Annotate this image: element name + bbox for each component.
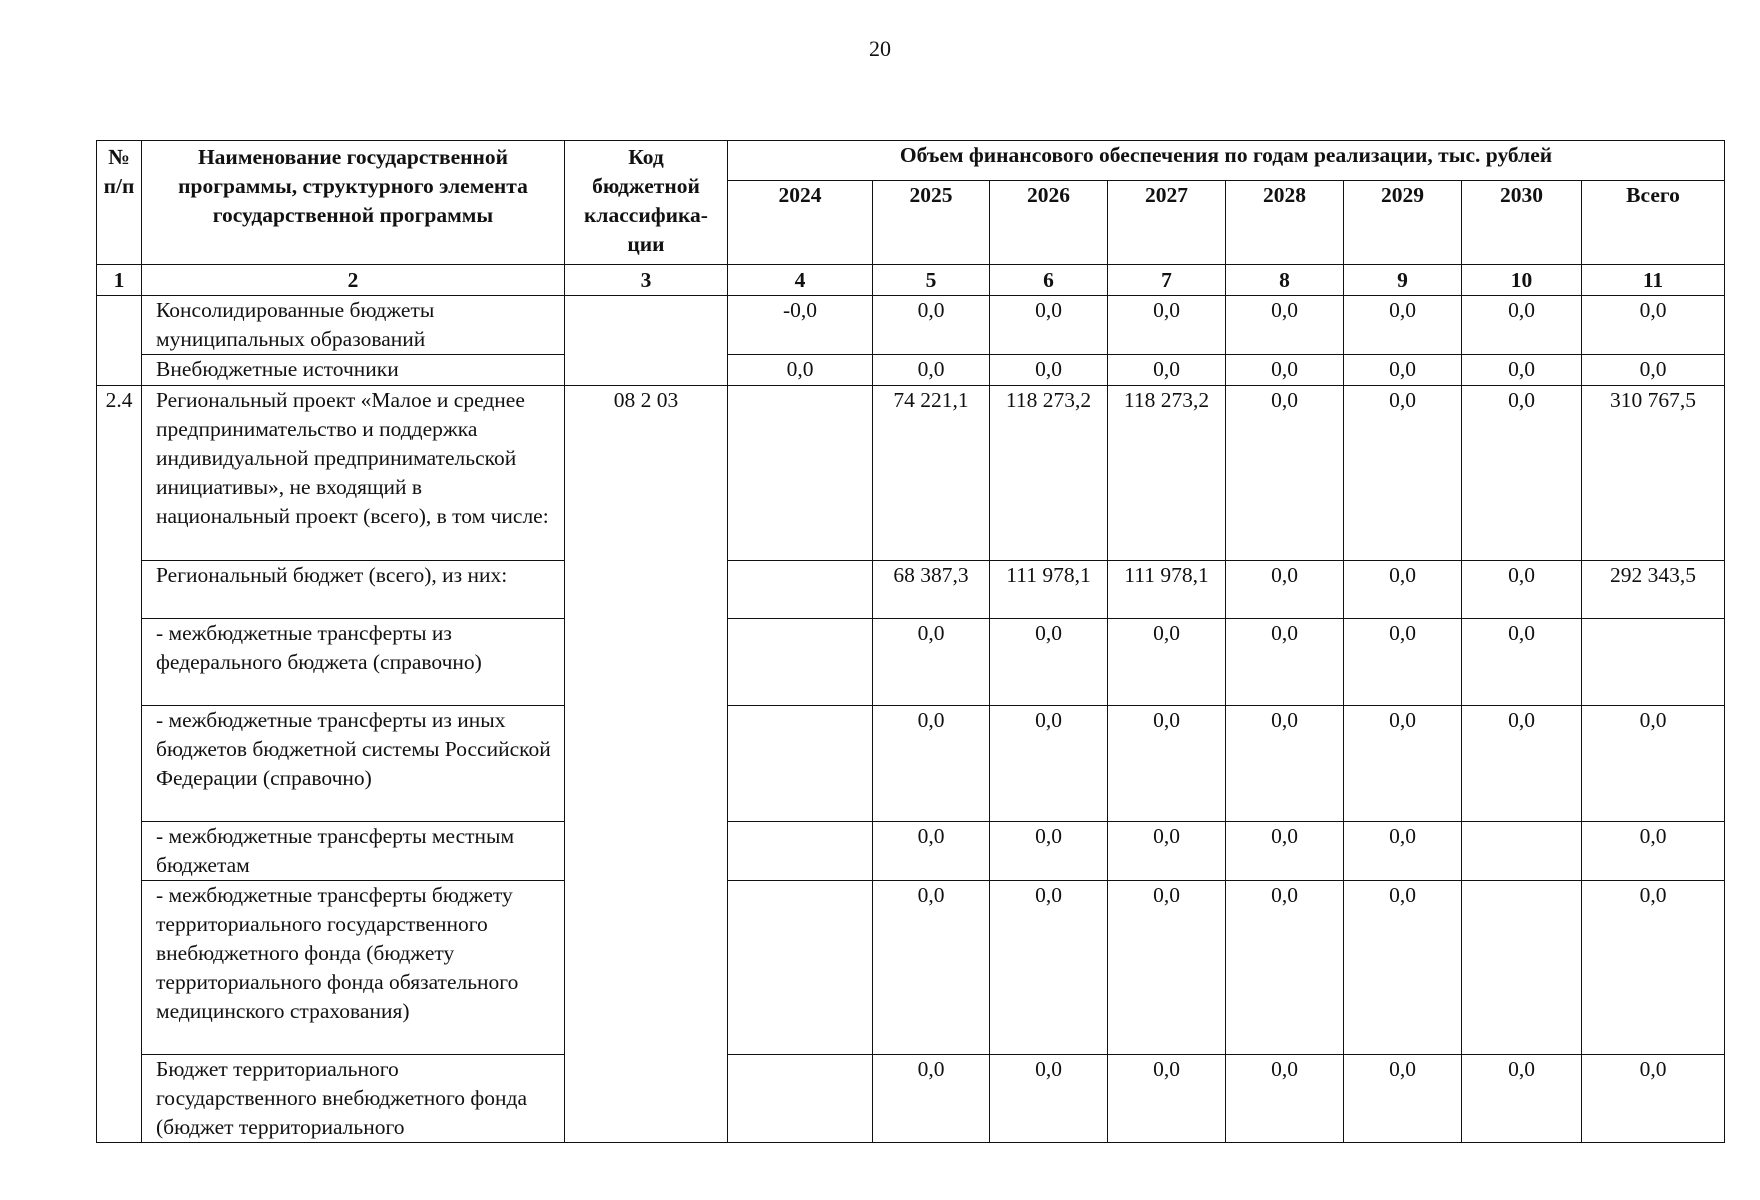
row-value: 0,0 [1462,296,1582,355]
header-name: Наименование государственной программы, структурного элемента государственной программы [142,141,565,265]
row-value: -0,0 [728,296,873,355]
row-value: 0,0 [1108,706,1226,822]
column-number: 1 [97,265,142,296]
column-number: 10 [1462,265,1582,296]
row-value: 118 273,2 [990,386,1108,561]
row-value: 0,0 [873,706,990,822]
row-value [728,881,873,1055]
row-value: 0,0 [1344,619,1462,706]
row-value: 0,0 [1582,1055,1725,1143]
row-value: 0,0 [1582,881,1725,1055]
row-value: 0,0 [1226,706,1344,822]
row-value: 0,0 [1462,706,1582,822]
budget-table [96,140,1725,1143]
row-value: 0,0 [873,1055,990,1143]
column-number: 2 [142,265,565,296]
page-number: 20 [869,36,891,61]
table-row [97,561,1725,619]
table-row [97,881,1725,1055]
row-value: 0,0 [1582,706,1725,822]
column-number: 11 [1582,265,1725,296]
row-value [1582,619,1725,706]
row-value: 0,0 [1344,296,1462,355]
row-value: 0,0 [1226,1055,1344,1143]
table-row [97,1055,1725,1143]
row-value: 0,0 [990,706,1108,822]
row-value [1462,881,1582,1055]
header-num: № п/п [97,141,142,265]
row-name: - межбюджетные трансферты из иных бюджетов бюджетной системы Российской Федерации (справочно) [142,706,565,822]
row-value: 74 221,1 [873,386,990,561]
row-value: 0,0 [1462,1055,1582,1143]
row-code: 08 2 03 [565,386,728,1143]
table-row [97,822,1725,881]
row-value: 0,0 [1108,619,1226,706]
row-value: 0,0 [1226,822,1344,881]
row-value: 0,0 [1462,561,1582,619]
row-code [565,296,728,386]
header-volume: Объем финансового обеспечения по годам реализации, тыс. рублей [728,141,1725,181]
row-value: 0,0 [1344,386,1462,561]
row-value: 111 978,1 [1108,561,1226,619]
row-value: 0,0 [1226,296,1344,355]
table-row [97,296,1725,355]
row-name: Консолидированные бюджеты муниципальных образований [142,296,565,355]
row-value [728,561,873,619]
header-year: 2024 [728,181,873,265]
row-value: 0,0 [1108,822,1226,881]
header-code: Код бюджетной классифика-ции [565,141,728,265]
row-value: 68 387,3 [873,561,990,619]
column-number: 5 [873,265,990,296]
row-name: - межбюджетные трансферты местным бюджетам [142,822,565,881]
row-value: 0,0 [873,296,990,355]
row-value: 0,0 [990,1055,1108,1143]
row-value: 0,0 [1344,1055,1462,1143]
table-row [97,619,1725,706]
row-name: Бюджет территориального государственного внебюджетного фонда (бюджет территориального [142,1055,565,1143]
table-row [97,706,1725,822]
row-value: 118 273,2 [1108,386,1226,561]
row-num: 2.4 [97,386,142,1143]
row-value: 0,0 [873,822,990,881]
row-value [728,1055,873,1143]
row-num [97,296,142,386]
header-year: 2025 [873,181,990,265]
row-value: 0,0 [1582,355,1725,386]
column-number: 8 [1226,265,1344,296]
column-number: 4 [728,265,873,296]
row-name: Внебюджетные источники [142,355,565,386]
row-name: Региональный бюджет (всего), из них: [142,561,565,619]
row-name: Региональный проект «Малое и среднее предпринимательство и поддержка индивидуальной предпринимательской инициативы», не входящий в национальный проект (всего), в том числе: [142,386,565,561]
row-value: 0,0 [1226,881,1344,1055]
row-value: 0,0 [1344,561,1462,619]
row-value: 0,0 [990,296,1108,355]
column-number: 9 [1344,265,1462,296]
row-value: 0,0 [1226,619,1344,706]
row-value: 0,0 [1108,355,1226,386]
table-row [97,355,1725,386]
row-value: 0,0 [1582,822,1725,881]
row-value: 0,0 [1226,561,1344,619]
row-value: 0,0 [1462,386,1582,561]
row-value: 0,0 [1226,355,1344,386]
row-value: 0,0 [1344,881,1462,1055]
row-value: 0,0 [1108,1055,1226,1143]
row-value: 0,0 [1108,296,1226,355]
row-value: 0,0 [873,619,990,706]
row-value: 0,0 [990,619,1108,706]
row-value: 0,0 [1344,706,1462,822]
table-row [97,386,1725,561]
row-value: 0,0 [1462,355,1582,386]
header-year: 2026 [990,181,1108,265]
row-name: - межбюджетные трансферты бюджету территориального государственного внебюджетного фонда (бюджету территориального фонда обязательного медицинского страхования) [142,881,565,1055]
row-value: 292 343,5 [1582,561,1725,619]
row-value: 0,0 [1108,881,1226,1055]
row-value: 310 767,5 [1582,386,1725,561]
row-value: 0,0 [1344,822,1462,881]
row-value [728,386,873,561]
row-value: 0,0 [1344,355,1462,386]
row-value: 0,0 [990,355,1108,386]
row-value: 0,0 [728,355,873,386]
row-value: 0,0 [873,355,990,386]
column-number: 6 [990,265,1108,296]
row-value: 0,0 [1582,296,1725,355]
header-total: Всего [1582,181,1725,265]
row-value [728,706,873,822]
row-value: 0,0 [1226,386,1344,561]
row-value: 0,0 [990,822,1108,881]
header-year: 2030 [1462,181,1582,265]
column-number: 3 [565,265,728,296]
row-value [728,822,873,881]
row-value: 0,0 [990,881,1108,1055]
row-value [1462,822,1582,881]
header-year: 2027 [1108,181,1226,265]
row-name: - межбюджетные трансферты из федерального бюджета (справочно) [142,619,565,706]
header-year: 2028 [1226,181,1344,265]
row-value: 0,0 [873,881,990,1055]
header-year: 2029 [1344,181,1462,265]
row-value [728,619,873,706]
row-value: 111 978,1 [990,561,1108,619]
column-number: 7 [1108,265,1226,296]
row-value: 0,0 [1462,619,1582,706]
